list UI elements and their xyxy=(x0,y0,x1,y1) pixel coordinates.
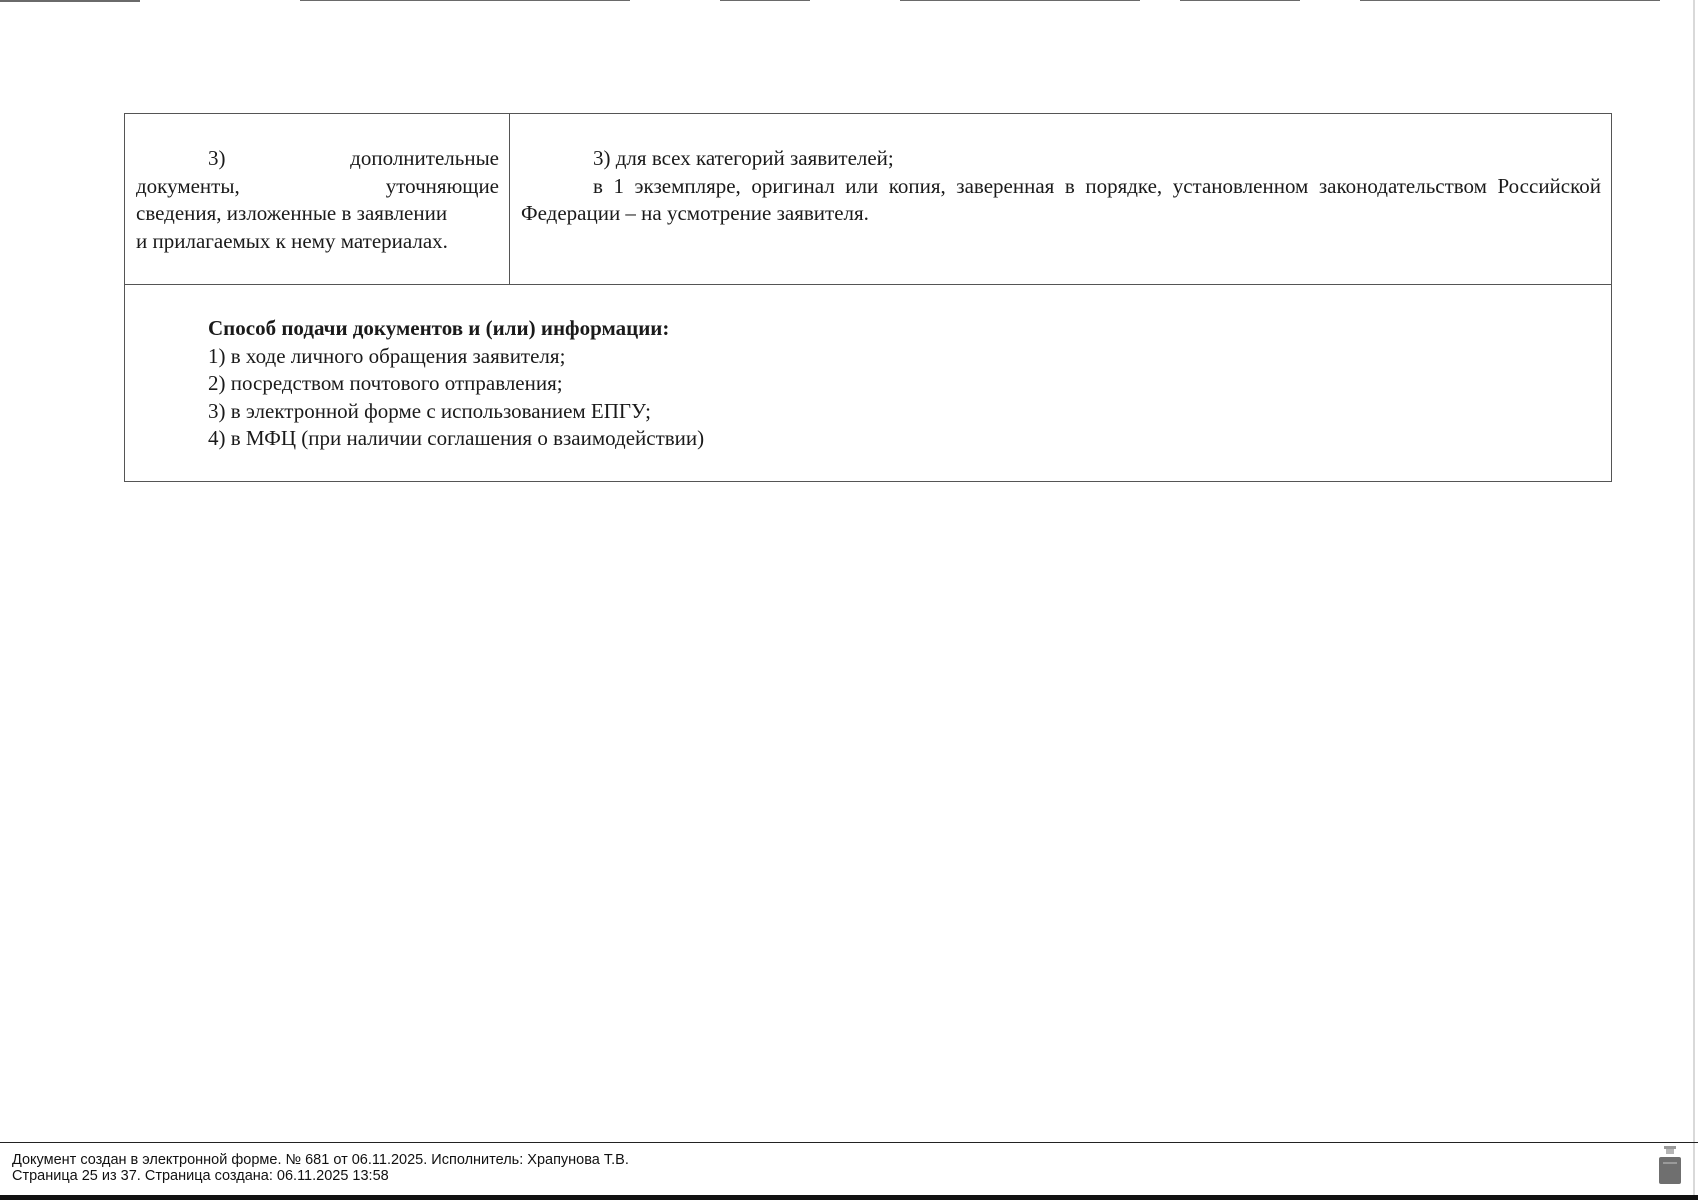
scan-artifact-line xyxy=(1180,0,1300,1)
footer-line: Документ создан в электронной форме. № 681 от 06.11.2025. Исполнитель: Храпунова Т.В. xyxy=(12,1152,629,1168)
cell-text: дополнительные xyxy=(350,146,499,170)
table-row-submission-methods xyxy=(125,285,1611,481)
section-heading: Способ подачи документов и (или) информации: xyxy=(208,316,670,340)
scan-artifact-line xyxy=(900,0,1140,1)
cell-text: 3) xyxy=(208,146,226,170)
document-footer xyxy=(0,1142,1698,1200)
list-item: 4) в МФЦ (при наличии соглашения о взаимодействии) xyxy=(208,426,705,450)
list-item: 1) в ходе личного обращения заявителя; xyxy=(208,343,566,368)
scan-artifact-line xyxy=(720,0,810,1)
document-table xyxy=(124,113,1612,482)
cell-text: сведения, изложенные в заявлении xyxy=(136,201,448,225)
table-cell-document-name xyxy=(125,114,510,284)
cell-text: уточняющие xyxy=(385,173,499,198)
footer-bottom-bar xyxy=(0,1195,1698,1200)
cell-text: документы, xyxy=(136,173,240,198)
table-row xyxy=(125,114,1611,285)
cell-text: и прилагаемых к нему материалах. xyxy=(136,228,448,253)
list-item: 3) в электронной форме с использованием ЕПГУ; xyxy=(208,398,651,423)
scan-artifact-line xyxy=(300,0,630,1)
list-item: 2) посредством почтового отправления; xyxy=(208,371,563,395)
scan-artifact-line xyxy=(1360,0,1660,1)
cell-paragraph: 3) для всех категорий заявителей; xyxy=(593,146,894,170)
table-cell-requirements xyxy=(510,114,1611,284)
document-stamp-icon xyxy=(1659,1146,1681,1184)
scan-artifact-line xyxy=(0,0,140,2)
cell-paragraph: в 1 экземпляре, оригинал или копия, заверенная в порядке, установленном законодательством Российской Федерации – на усмотрение заявителя. xyxy=(521,173,1601,225)
page-edge xyxy=(1693,0,1695,1200)
footer-line: Страница 25 из 37. Страница создана: 06.11.2025 13:58 xyxy=(12,1168,389,1184)
